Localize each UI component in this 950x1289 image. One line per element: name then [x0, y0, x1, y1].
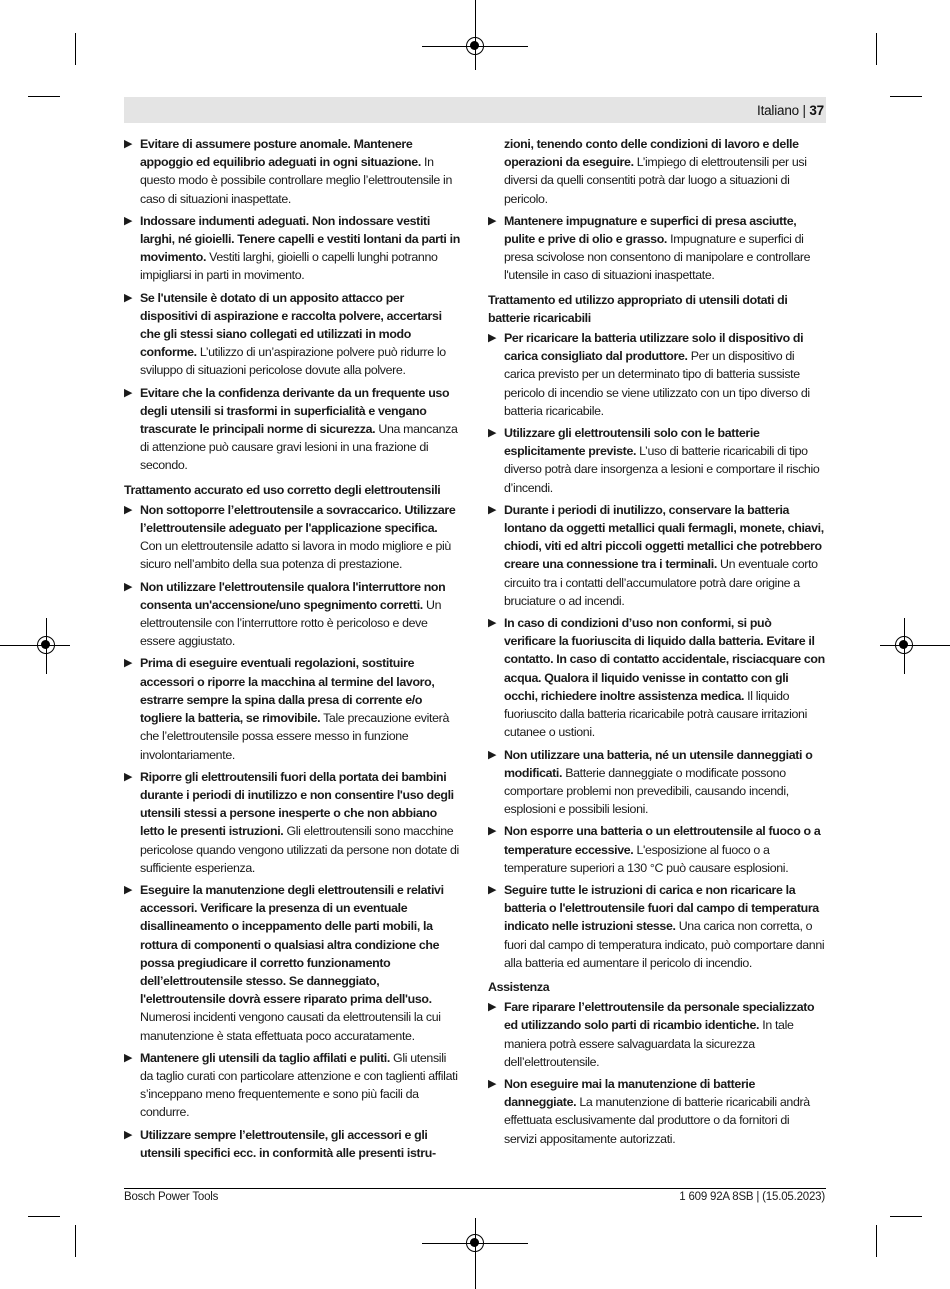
item-explanation: Gli utensili da taglio curati con particolare attenzione e con taglienti affilati s’inceppano meno frequentemente e sono più facili da condurre.: [140, 1050, 458, 1120]
bullet-arrow-icon: ▶: [488, 617, 497, 630]
bullet-arrow-icon: ▶: [124, 214, 133, 227]
list-item: [124, 1049, 461, 1122]
list-item: [124, 1126, 461, 1162]
bullet-arrow-icon: ▶: [124, 770, 133, 783]
list-item: [488, 998, 825, 1071]
item-explanation: Impugnature e superfici di presa scivolose non consentono di manipolare e controllare l'utensile in caso di situazioni inaspettate.: [504, 232, 811, 283]
item-explanation: La manutenzione di batterie ricaricabili andrà effettuata esclusivamente dal produttore o da fornitori di servizi appositamente autorizzati.: [504, 1095, 810, 1146]
list-item: [488, 822, 825, 877]
bullet-arrow-icon: ▶: [488, 883, 497, 896]
item-warning: Indossare indumenti adeguati. Non indossare vestiti larghi, né gioielli. Tenere capelli e vestiti lontani da parti in movimento.: [140, 213, 460, 265]
list-item: [488, 1075, 825, 1148]
list-item: [124, 578, 461, 651]
item-warning: Non sottoporre l’elettroutensile a sovraccarico. Utilizzare l’elettroutensile adeguato per l'applicazione specifica.: [140, 502, 456, 536]
list-item: [124, 501, 461, 574]
bullet-arrow-icon: ▶: [124, 657, 133, 670]
item-warning: Prima di eseguire eventuali regolazioni, sostituire accessori o riporre la macchina al termine del lavoro, estrarre sempre la spina dalla presa di corrente e/o togliere la batteria, se rimovibile.: [140, 656, 435, 726]
item-warning: Durante i periodi di inutilizzo, conservare la batteria lontano da oggetti metallici quali fermagli, monete, chiavi, chiodi, viti ed altri piccoli oggetti metallici che potrebbero creare una connessione tra i terminali.: [504, 502, 824, 572]
item-explanation: Un eventuale corto circuito tra i contatti dell’accumulatore potrà dare origine a bruciature o ad incendi.: [504, 557, 818, 608]
bullet-arrow-icon: ▶: [124, 386, 133, 399]
bullet-arrow-icon: ▶: [124, 1128, 133, 1141]
item-explanation: Per un dispositivo di carica previsto per un determinato tipo di batteria sussiste pericolo di incendio se viene utilizzato con un tipo diverso di batteria ricaricabile.: [504, 349, 810, 418]
bullet-arrow-icon: ▶: [124, 503, 133, 516]
header-language: Italiano: [757, 103, 799, 118]
header-band: [124, 97, 826, 123]
item-warning: Non esporre una batteria o un elettroutensile al fuoco o a temperature eccessive.: [504, 824, 821, 857]
crop-mark: [28, 1216, 60, 1217]
list-item: [488, 424, 825, 497]
footer-doc-id: 1 609 92A 8SB | (15.05.2023): [679, 1191, 825, 1203]
item-warning: In caso di condizioni d’uso non conformi, si può verificare la fuoriuscita di liquido dalla batteria. Evitare il contatto. In caso di contatto accidentale, risciacquare con acqua. Qualora il liquido venisse in contatto con gli occhi, richiedere inoltre assistenza medica.: [504, 616, 825, 703]
list-item: [124, 654, 461, 763]
section-heading: Assistenza: [488, 979, 550, 994]
bullet-arrow-icon: ▶: [124, 291, 133, 304]
item-warning: Evitare che la confidenza derivante da un frequente uso degli utensili si trasformi in superficialità e vengano trascurate le principali norme di sicurezza.: [140, 385, 450, 437]
list-item: [488, 212, 825, 285]
item-explanation: L’uso di batterie ricaricabili di tipo diverso potrà dare insorgenza a lesioni e comportare il rischio d’incendi.: [504, 444, 820, 495]
item-warning: Evitare di assumere posture anomale. Mantenere appoggio ed equilibrio adeguati in ogni situazione.: [140, 137, 421, 170]
item-warning: zioni, tenendo conto delle condizioni di lavoro e delle operazioni da eseguire.: [504, 137, 799, 170]
page-header: Italiano | 37: [757, 103, 824, 118]
list-item: [488, 746, 825, 819]
item-warning: Utilizzare sempre l’elettroutensile, gli accessori e gli utensili specifici ecc. in conformità alle presenti istru-: [140, 1127, 436, 1160]
list-item: [488, 614, 825, 741]
item-explanation: In tale maniera potrà essere salvaguardata la sicurezza dell’elettroutensile.: [504, 1018, 794, 1069]
item-warning: Fare riparare l’elettroutensile da personale specializzato ed utilizzando solo parti di ricambio identiche.: [504, 1000, 815, 1033]
crop-mark: [876, 1225, 877, 1257]
bullet-arrow-icon: ▶: [488, 503, 497, 516]
item-warning: Utilizzare gli elettroutensili solo con le batterie esplicitamente previste.: [504, 426, 760, 459]
item-warning: Eseguire la manutenzione degli elettroutensili e relativi accessori. Verificare la presenza di un eventuale disallineamento o inceppamento delle parti mobili, la rottura di componenti o qualsiasi altra condizione che possa pregiudicare il corretto funzionamento dell’elettroutensile stesso. Se danneggiato, l'elettroutensile dovrà essere riparato prima dell'uso.: [140, 882, 444, 1007]
item-explanation: L’utilizzo di un’aspirazione polvere può ridurre lo sviluppo di situazioni pericolose dovute alla polvere.: [140, 345, 446, 378]
crop-mark: [890, 96, 922, 97]
item-explanation: In questo modo è possibile controllare meglio l’elettroutensile in caso di situazioni inaspettate.: [140, 155, 452, 206]
bullet-arrow-icon: ▶: [488, 748, 497, 761]
list-item: [124, 212, 461, 285]
bullet-arrow-icon: ▶: [124, 883, 133, 896]
item-warning: Mantenere impugnature e superfici di presa asciutte, pulite e prive di olio e grasso.: [504, 213, 797, 247]
section-heading: Trattamento ed utilizzo appropriato di utensili dotati di batterie ricaricabili: [488, 292, 788, 325]
list-item: [124, 384, 461, 475]
list-item: [124, 881, 461, 1045]
item-explanation: Vestiti larghi, gioielli o capelli lunghi potranno impigliarsi in parti in movimento.: [140, 250, 438, 283]
bullet-arrow-icon: ▶: [488, 427, 497, 440]
item-explanation: Batterie danneggiate o modificate possono comportare problemi non prevedibili, causando incendi, esplosioni e possibili lesioni.: [504, 765, 789, 817]
list-item: [488, 881, 825, 972]
section-heading: Trattamento accurato ed uso corretto degli elettroutensili: [124, 482, 441, 497]
item-explanation: Una mancanza di attenzione può causare gravi lesioni in una frazione di secondo.: [140, 422, 458, 473]
bullet-arrow-icon: ▶: [124, 580, 133, 593]
bullet-arrow-icon: ▶: [124, 138, 133, 150]
item-warning: Non utilizzare l'elettroutensile qualora l'interruttore non consenta un'accensione/uno spegnimento corretti.: [140, 579, 446, 612]
bullet-arrow-icon: ▶: [488, 332, 497, 345]
item-warning: Non eseguire mai la manutenzione di batterie danneggiate.: [504, 1076, 756, 1110]
item-explanation: Con un elettroutensile adatto si lavora in modo migliore e più sicuro nell’ambito della sua potenza di prestazione.: [140, 539, 451, 572]
bullet-arrow-icon: ▶: [488, 214, 497, 227]
item-warning: Per ricaricare la batteria utilizzare solo il dispositivo di carica consigliato dal produttore.: [504, 331, 804, 364]
item-warning: Mantenere gli utensili da taglio affilati e puliti.: [140, 1050, 390, 1065]
item-explanation: Un elettroutensile con l’interruttore rotto è pericoloso e deve essere aggiustato.: [140, 597, 442, 649]
item-warning: Se l'utensile è dotato di un apposito attacco per dispositivi di aspirazione e raccolta polvere, accertarsi che gli stessi siano collegati ed utilizzati in modo conforme.: [140, 290, 442, 360]
item-warning: Non utilizzare una batteria, né un utensile danneggiati o modificati.: [504, 747, 813, 780]
crop-mark: [75, 1225, 76, 1257]
crop-mark: [75, 33, 76, 65]
crop-mark: [890, 1216, 922, 1217]
list-item-continued: [488, 135, 825, 208]
list-item: [488, 329, 825, 420]
list-item: [124, 289, 461, 380]
bullet-arrow-icon: ▶: [488, 825, 497, 838]
page-number: 37: [809, 103, 824, 118]
footer-divider: [124, 1188, 826, 1189]
item-explanation: Il liquido fuoriuscito dalla batteria ricaricabile potrà causare irritazioni cutanee o ustioni.: [504, 688, 808, 740]
item-explanation: Tale precauzione eviterà che l’elettroutensile possa essere messo in funzione involontariamente.: [140, 711, 449, 762]
bullet-arrow-icon: ▶: [124, 1051, 133, 1064]
bullet-arrow-icon: ▶: [488, 1001, 497, 1014]
bullet-arrow-icon: ▶: [488, 1077, 497, 1090]
item-explanation: Gli elettroutensili sono macchine pericolose quando vengono utilizzati da persone non dotate di sufficiente esperienza.: [140, 824, 459, 875]
right-column: [488, 135, 825, 1152]
crop-mark: [28, 96, 60, 97]
left-column: [124, 135, 461, 1166]
item-warning: Riporre gli elettroutensili fuori della portata dei bambini durante i periodi di inutilizzo e non consentire l'uso degli utensili stessi a persone inesperte o che non abbiano letto le presenti istruzioni.: [140, 769, 454, 839]
footer-brand: Bosch Power Tools: [124, 1191, 219, 1203]
list-item: [124, 768, 461, 877]
item-warning: Seguire tutte le istruzioni di carica e non ricaricare la batteria o l'elettroutensile fuori dal campo di temperatura indicato nelle istruzioni stesse.: [504, 882, 819, 934]
item-explanation: Una carica non corretta, o fuori dal campo di temperatura indicato, può comportare danni alla batteria ed aumentare il pericolo di incendio.: [504, 919, 825, 970]
item-explanation: Numerosi incidenti vengono causati da elettroutensili la cui manutenzione è stata effettuata poco accuratamente.: [140, 1010, 441, 1043]
item-explanation: L’impiego di elettroutensili per usi diversi da quelli consentiti potrà dar luogo a situazioni di pericolo.: [504, 155, 807, 206]
crop-mark: [876, 33, 877, 65]
item-explanation: L'esposizione al fuoco o a temperature superiori a 130 °C può causare esplosioni.: [504, 842, 789, 875]
list-item: [488, 501, 825, 610]
list-item: [124, 135, 461, 208]
